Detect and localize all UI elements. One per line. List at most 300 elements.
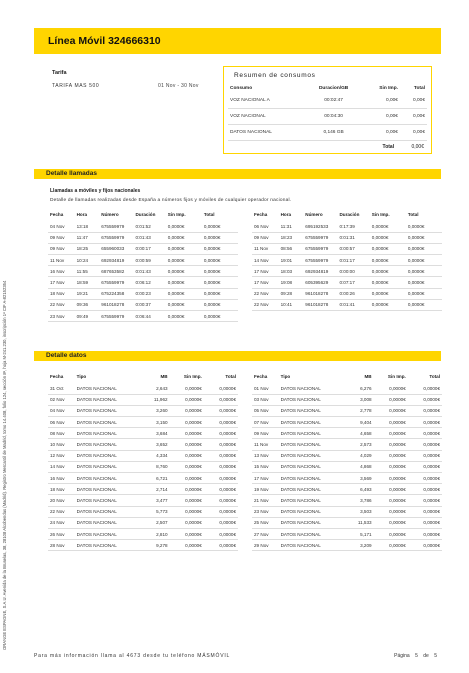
llamadas-cell-duracion: 0:00:00 (337, 266, 369, 277)
resumen-cell-duracion: 00:04:30 (306, 109, 362, 125)
datos-cell-fecha: 02 Nov (48, 394, 75, 405)
llamadas-table-right (252, 207, 442, 311)
section-detalle-datos: Detalle datos (34, 351, 441, 361)
llamadas-cell-total: 0,0000€ (202, 288, 238, 299)
datos-cell-total: 0,0000€ (408, 383, 442, 394)
llamadas-cell-duracion: 0:06:44 (133, 311, 165, 322)
llamadas-cell-total: 0,0000€ (202, 243, 238, 254)
llamadas-cell-sin-imp: 0,0000€ (370, 277, 406, 288)
datos-cell-total: 0,0000€ (408, 506, 442, 517)
datos-cell-total: 0,0000€ (204, 461, 238, 472)
llamadas-cell-total: 0,0000€ (406, 221, 442, 232)
llamadas-cell-numero: 692934819 (99, 255, 133, 266)
table-row (252, 495, 442, 506)
datos-cell-total: 0,0000€ (408, 473, 442, 484)
datos-cell-tipo: DATOS NACIONAL (279, 540, 346, 551)
llamadas-cell-hora: 11:31 (279, 221, 304, 232)
llamadas-cell-duracion: 0:00:17 (133, 243, 165, 254)
table-row (252, 450, 442, 461)
llamadas-cell-numero: 692934819 (303, 266, 337, 277)
datos-cell-mb: 6,493 (345, 484, 374, 495)
datos-cell-total: 0,0000€ (204, 528, 238, 539)
resumen-cell-sin-imp: 0,00€ (362, 125, 400, 141)
datos-cell-mb: 4,029 (345, 450, 374, 461)
datos-header-fecha: Fecha (50, 373, 64, 379)
table-row (252, 221, 442, 232)
datos-cell-sin-imp: 0,0000€ (374, 528, 408, 539)
llamadas-cell-total: 0,0000€ (406, 255, 442, 266)
datos-cell-sin-imp: 0,0000€ (170, 439, 204, 450)
table-header-row (48, 369, 238, 383)
llamadas-cell-total: 0,0000€ (202, 232, 238, 243)
datos-cell-mb: 9,278 (141, 540, 170, 551)
table-row (48, 495, 238, 506)
datos-cell-mb: 3,569 (345, 473, 374, 484)
datos-cell-sin-imp: 0,0000€ (374, 473, 408, 484)
llamadas-cell-sin-imp: 0,0000€ (166, 288, 202, 299)
datos-cell-total: 0,0000€ (204, 428, 238, 439)
llamadas-cell-hora: 11:47 (75, 232, 100, 243)
table-row (48, 299, 238, 310)
datos-header-total: Total (225, 373, 236, 379)
footer-note: Para más información llama al 4673 desde tu teléfono MÁSMÓVIL (34, 653, 231, 659)
llamadas-table-left (48, 207, 238, 322)
table-row (48, 255, 238, 266)
datos-cell-total: 0,0000€ (204, 405, 238, 416)
llamadas-cell-sin-imp: 0,0000€ (370, 232, 406, 243)
datos-cell-total: 0,0000€ (408, 484, 442, 495)
datos-cell-tipo: DATOS NACIONAL (75, 473, 142, 484)
datos-cell-fecha: 25 Nov (252, 517, 279, 528)
resumen-cell-duracion: 0,146 GB (306, 125, 362, 141)
llamadas-cell-duracion: 0:01:43 (133, 266, 165, 277)
llamadas-cell-numero: 675559979 (303, 232, 337, 243)
llamadas-cell-total: 0,0000€ (202, 277, 238, 288)
table-row (252, 528, 442, 539)
llamadas-cell-duracion: 0:01:43 (133, 232, 165, 243)
datos-table-right (252, 369, 442, 551)
llamadas-cell-numero: 675559979 (303, 255, 337, 266)
datos-cell-fecha: 05 Nov (252, 405, 279, 416)
datos-cell-fecha: 24 Nov (48, 517, 75, 528)
datos-cell-mb: 9,404 (345, 417, 374, 428)
llamadas-cell-sin-imp: 0,0000€ (166, 277, 202, 288)
llamadas-header-fecha: Fecha (254, 211, 268, 217)
llamadas-header-hora: Hora (76, 211, 88, 217)
datos-cell-mb: 2,778 (345, 405, 374, 416)
llamadas-cell-duracion: 0:01:41 (337, 299, 369, 310)
legal-sidebar-text: ORANGE ESPAGNE, S.A.U. Avenida de la Bruselas, 38, 28108 Alcobendas (Madrid). Registro Mercantil de Madrid, tomo 14.408, folio 124, sección 8ª, hoja M-241.230, inscripción 1ª CIF A-82152354 (2, 280, 7, 650)
datos-cell-mb: 3,209 (345, 540, 374, 551)
datos-cell-sin-imp: 0,0000€ (170, 428, 204, 439)
llamadas-cell-hora: 18:03 (279, 266, 304, 277)
datos-cell-sin-imp: 0,0000€ (374, 383, 408, 394)
llamadas-cell-total: 0,0000€ (406, 232, 442, 243)
datos-cell-total: 0,0000€ (204, 450, 238, 461)
datos-cell-fecha: 31 Oct (48, 383, 75, 394)
datos-cell-tipo: DATOS NACIONAL (75, 528, 142, 539)
footer-page-number (390, 653, 437, 659)
table-row (48, 394, 238, 405)
llamadas-cell-numero: 961018278 (303, 288, 337, 299)
datos-cell-total: 0,0000€ (204, 484, 238, 495)
llamadas-cell-fecha: 04 Nov (48, 221, 75, 232)
llamadas-header-total: Total (203, 211, 215, 217)
llamadas-cell-sin-imp: 0,0000€ (370, 243, 406, 254)
datos-cell-total: 0,0000€ (204, 540, 238, 551)
datos-cell-sin-imp: 0,0000€ (170, 495, 204, 506)
llamadas-cell-fecha: 09 Nov (252, 232, 279, 243)
llamadas-cell-fecha: 17 Nov (48, 277, 75, 288)
datos-cell-total: 0,0000€ (408, 428, 442, 439)
llamadas-header-fecha: Fecha (50, 211, 64, 217)
table-row (252, 394, 442, 405)
table-row (252, 517, 442, 528)
datos-cell-tipo: DATOS NACIONAL (279, 383, 346, 394)
datos-cell-fecha: 17 Nov (252, 473, 279, 484)
table-row (48, 311, 238, 322)
llamadas-cell-numero: 675224358 (99, 288, 133, 299)
table-row (48, 288, 238, 299)
datos-cell-fecha: 26 Nov (48, 528, 75, 539)
datos-cell-sin-imp: 0,0000€ (374, 517, 408, 528)
table-row (48, 439, 238, 450)
resumen-cell-sin-imp: 0,00€ (362, 93, 400, 109)
datos-cell-mb: 3,260 (141, 405, 170, 416)
llamadas-cell-hora: 19:21 (75, 288, 100, 299)
table-row (48, 405, 238, 416)
datos-cell-tipo: DATOS NACIONAL (279, 495, 346, 506)
datos-cell-fecha: 09 Nov (252, 428, 279, 439)
datos-cell-total: 0,0000€ (204, 383, 238, 394)
datos-cell-sin-imp: 0,0000€ (374, 428, 408, 439)
llamadas-header-sin-imp: Sin Imp. (167, 211, 186, 217)
datos-cell-tipo: DATOS NACIONAL (279, 417, 346, 428)
llamadas-cell-fecha: 22 Nov (252, 299, 279, 310)
resumen-title: Resumen de consumos (234, 72, 316, 79)
table-row (252, 461, 442, 472)
resumen-cell-duracion: 00:02:47 (306, 93, 362, 109)
datos-cell-fecha: 13 Nov (252, 450, 279, 461)
datos-cell-sin-imp: 0,0000€ (374, 484, 408, 495)
datos-cell-fecha: 18 Nov (48, 484, 75, 495)
datos-cell-fecha: 22 Nov (48, 506, 75, 517)
datos-cell-tipo: DATOS NACIONAL (75, 484, 142, 495)
datos-cell-mb: 2,714 (141, 484, 170, 495)
tarifa-plan: TARIFA MAS 500 (52, 83, 100, 89)
llamadas-cell-duracion: 0:01:31 (337, 232, 369, 243)
llamadas-cell-sin-imp: 0,0000€ (370, 266, 406, 277)
datos-cell-sin-imp: 0,0000€ (374, 439, 408, 450)
datos-cell-mb: 3,684 (141, 428, 170, 439)
table-row (48, 232, 238, 243)
datos-cell-fecha: 29 Nov (252, 540, 279, 551)
resumen-cell-total: 0,00€ (400, 109, 427, 125)
datos-cell-mb: 2,507 (141, 517, 170, 528)
datos-cell-fecha: 01 Nov (252, 383, 279, 394)
table-row (48, 517, 238, 528)
datos-cell-tipo: DATOS NACIONAL (75, 461, 142, 472)
datos-cell-tipo: DATOS NACIONAL (279, 517, 346, 528)
llamadas-cell-hora: 10:24 (75, 255, 100, 266)
section-detalle-llamadas: Detalle llamadas (34, 169, 441, 179)
datos-cell-mb: 3,652 (141, 439, 170, 450)
llamadas-cell-fecha: 23 Nov (48, 311, 75, 322)
table-row (252, 506, 442, 517)
datos-cell-tipo: DATOS NACIONAL (75, 506, 142, 517)
llamadas-cell-sin-imp: 0,0000€ (370, 221, 406, 232)
datos-cell-sin-imp: 0,0000€ (374, 394, 408, 405)
table-row (252, 266, 442, 277)
datos-cell-tipo: DATOS NACIONAL (75, 495, 142, 506)
llamadas-cell-hora: 18:23 (279, 232, 304, 243)
datos-cell-tipo: DATOS NACIONAL (279, 506, 346, 517)
table-row (252, 540, 442, 551)
resumen-cell-consumo: DATOS NACIONAL (228, 125, 306, 141)
llamadas-subtitle: Llamadas a móviles y fijos nacionales (50, 188, 141, 194)
table-row (252, 417, 442, 428)
page-total: 5 (434, 653, 437, 659)
resumen-consumos-box (223, 66, 432, 154)
datos-cell-sin-imp: 0,0000€ (374, 495, 408, 506)
llamadas-cell-numero: 687653582 (99, 266, 133, 277)
datos-cell-sin-imp: 0,0000€ (170, 528, 204, 539)
datos-cell-mb: 3,477 (141, 495, 170, 506)
datos-cell-sin-imp: 0,0000€ (374, 417, 408, 428)
datos-cell-fecha: 19 Nov (252, 484, 279, 495)
page-current: 5 (415, 653, 418, 659)
llamadas-cell-hora: 19:08 (279, 277, 304, 288)
llamadas-cell-sin-imp: 0,0000€ (166, 243, 202, 254)
resumen-cell-sin-imp: 0,00€ (362, 109, 400, 125)
llamadas-cell-fecha: 16 Nov (48, 266, 75, 277)
table-row (48, 221, 238, 232)
table-row (252, 243, 442, 254)
llamadas-cell-duracion: 0:00:57 (337, 243, 369, 254)
table-header-row (252, 207, 442, 221)
datos-cell-mb: 2,643 (141, 383, 170, 394)
llamadas-cell-duracion: 0:00:37 (133, 299, 165, 310)
resumen-cell-total: 0,00€ (400, 125, 427, 141)
line-title-bar (34, 28, 441, 54)
datos-cell-fecha: 21 Nov (252, 495, 279, 506)
datos-cell-fecha: 12 Nov (48, 450, 75, 461)
datos-cell-tipo: DATOS NACIONAL (75, 450, 142, 461)
llamadas-cell-duracion: 0:01:52 (133, 221, 165, 232)
llamadas-cell-fecha: 22 Nov (48, 299, 75, 310)
llamadas-cell-sin-imp: 0,0000€ (166, 266, 202, 277)
table-row (252, 439, 442, 450)
llamadas-cell-hora: 18:59 (75, 277, 100, 288)
datos-cell-sin-imp: 0,0000€ (170, 473, 204, 484)
datos-cell-total: 0,0000€ (408, 517, 442, 528)
datos-cell-fecha: 28 Nov (48, 540, 75, 551)
llamadas-cell-fecha: 06 Nov (252, 221, 279, 232)
datos-cell-mb: 5,773 (141, 506, 170, 517)
llamadas-cell-numero: 675559979 (99, 277, 133, 288)
llamadas-cell-total: 0,0000€ (406, 266, 442, 277)
datos-cell-fecha: 15 Nov (252, 461, 279, 472)
datos-cell-tipo: DATOS NACIONAL (279, 450, 346, 461)
table-header-row (48, 207, 238, 221)
datos-cell-fecha: 20 Nov (48, 495, 75, 506)
resumen-cell-consumo: VOZ NACIONAL (228, 109, 306, 125)
datos-table-left (48, 369, 238, 551)
llamadas-cell-fecha: 11 Nov (48, 255, 75, 266)
llamadas-cell-numero: 961018278 (303, 299, 337, 310)
table-row (48, 473, 238, 484)
table-row (252, 277, 442, 288)
resumen-row (228, 93, 427, 109)
table-row (252, 428, 442, 439)
table-row (48, 528, 238, 539)
table-row (48, 243, 238, 254)
datos-cell-fecha: 14 Nov (48, 461, 75, 472)
datos-cell-mb: 8,760 (141, 461, 170, 472)
llamadas-cell-sin-imp: 0,0000€ (166, 255, 202, 266)
table-row (252, 473, 442, 484)
datos-cell-total: 0,0000€ (408, 439, 442, 450)
datos-cell-sin-imp: 0,0000€ (170, 383, 204, 394)
llamadas-cell-duracion: 0:06:12 (133, 277, 165, 288)
table-row (252, 484, 442, 495)
table-row (48, 417, 238, 428)
llamadas-header-numero: Número (101, 211, 119, 217)
llamadas-cell-total: 0,0000€ (406, 288, 442, 299)
llamadas-cell-hora: 19:01 (279, 255, 304, 266)
datos-cell-fecha: 27 Nov (252, 528, 279, 539)
datos-cell-mb: 6,276 (345, 383, 374, 394)
llamadas-cell-hora: 13:18 (75, 221, 100, 232)
llamadas-header-duracion: Duración (135, 211, 156, 217)
datos-cell-mb: 11,533 (345, 517, 374, 528)
datos-cell-mb: 2,573 (345, 439, 374, 450)
llamadas-cell-duracion: 0:00:26 (337, 288, 369, 299)
datos-cell-fecha: 03 Nov (252, 394, 279, 405)
datos-cell-total: 0,0000€ (204, 394, 238, 405)
datos-cell-sin-imp: 0,0000€ (374, 506, 408, 517)
resumen-row (228, 125, 427, 141)
datos-cell-tipo: DATOS NACIONAL (75, 417, 142, 428)
llamadas-cell-numero: 961018278 (99, 299, 133, 310)
datos-cell-mb: 6,721 (141, 473, 170, 484)
datos-cell-total: 0,0000€ (204, 417, 238, 428)
llamadas-cell-hora: 09:28 (279, 288, 304, 299)
datos-cell-total: 0,0000€ (204, 517, 238, 528)
llamadas-cell-numero: 675559979 (303, 243, 337, 254)
datos-cell-mb: 5,171 (345, 528, 374, 539)
table-row (48, 461, 238, 472)
resumen-table (228, 84, 427, 141)
datos-cell-fecha: 07 Nov (252, 417, 279, 428)
page-of: de (423, 653, 429, 659)
llamadas-cell-hora: 10:41 (279, 299, 304, 310)
datos-cell-total: 0,0000€ (408, 450, 442, 461)
datos-cell-mb: 4,658 (345, 428, 374, 439)
datos-cell-sin-imp: 0,0000€ (170, 506, 204, 517)
llamadas-header-numero: Número (305, 211, 323, 217)
llamadas-description: Detalle de llamadas realizadas desde España a números fijos y móviles de cualquier operador nacional. (50, 198, 292, 203)
datos-cell-sin-imp: 0,0000€ (374, 461, 408, 472)
llamadas-cell-total: 0,0000€ (202, 311, 238, 322)
datos-cell-total: 0,0000€ (408, 405, 442, 416)
datos-cell-total: 0,0000€ (408, 417, 442, 428)
llamadas-cell-fecha: 17 Nov (252, 277, 279, 288)
datos-cell-tipo: DATOS NACIONAL (75, 517, 142, 528)
llamadas-cell-sin-imp: 0,0000€ (370, 288, 406, 299)
datos-cell-tipo: DATOS NACIONAL (279, 394, 346, 405)
llamadas-cell-numero: 605395629 (303, 277, 337, 288)
datos-cell-fecha: 04 Nov (48, 405, 75, 416)
llamadas-cell-numero: 675559979 (99, 221, 133, 232)
llamadas-cell-duracion: 0:07:17 (337, 277, 369, 288)
llamadas-cell-numero: 695192533 (303, 221, 337, 232)
datos-header-total: Total (429, 373, 440, 379)
datos-cell-fecha: 16 Nov (48, 473, 75, 484)
datos-cell-tipo: DATOS NACIONAL (279, 484, 346, 495)
datos-cell-sin-imp: 0,0000€ (170, 517, 204, 528)
datos-cell-mb: 11,962 (141, 394, 170, 405)
llamadas-cell-hora: 09:36 (75, 299, 100, 310)
llamadas-header-sin-imp: Sin Imp. (371, 211, 390, 217)
table-row (252, 405, 442, 416)
datos-cell-sin-imp: 0,0000€ (170, 394, 204, 405)
llamadas-cell-total: 0,0000€ (202, 255, 238, 266)
resumen-header-duracion: Duracion/GB (318, 86, 349, 91)
llamadas-cell-hora: 18:25 (75, 243, 100, 254)
llamadas-cell-total: 0,0000€ (406, 277, 442, 288)
table-row (252, 383, 442, 394)
datos-cell-sin-imp: 0,0000€ (170, 461, 204, 472)
datos-cell-fecha: 08 Nov (48, 428, 75, 439)
table-header-row (252, 369, 442, 383)
datos-cell-mb: 2,810 (141, 528, 170, 539)
datos-cell-total: 0,0000€ (408, 394, 442, 405)
llamadas-cell-fecha: 09 Nov (48, 232, 75, 243)
llamadas-cell-sin-imp: 0,0000€ (370, 255, 406, 266)
datos-cell-tipo: DATOS NACIONAL (75, 394, 142, 405)
llamadas-cell-sin-imp: 0,0000€ (370, 299, 406, 310)
datos-cell-fecha: 10 Nov (48, 439, 75, 450)
resumen-total-row (228, 144, 427, 150)
table-row (48, 450, 238, 461)
datos-cell-total: 0,0000€ (408, 495, 442, 506)
llamadas-cell-numero: 655960033 (99, 243, 133, 254)
llamadas-cell-sin-imp: 0,0000€ (166, 311, 202, 322)
datos-cell-mb: 3,503 (345, 506, 374, 517)
datos-cell-tipo: DATOS NACIONAL (279, 528, 346, 539)
llamadas-cell-fecha: 18 Nov (48, 288, 75, 299)
datos-header-fecha: Fecha (254, 373, 268, 379)
tarifa-dates: 01 Nov - 30 Nov (158, 83, 199, 89)
table-row (48, 540, 238, 551)
datos-cell-fecha: 11 Nov (252, 439, 279, 450)
datos-cell-sin-imp: 0,0000€ (170, 417, 204, 428)
llamadas-cell-hora: 11:55 (75, 266, 100, 277)
table-row (48, 428, 238, 439)
llamadas-cell-duracion: 0:00:59 (133, 255, 165, 266)
llamadas-cell-duracion: 0:00:23 (133, 288, 165, 299)
llamadas-cell-numero: 675559979 (99, 311, 133, 322)
datos-cell-sin-imp: 0,0000€ (374, 540, 408, 551)
table-row (252, 255, 442, 266)
llamadas-cell-sin-imp: 0,0000€ (166, 232, 202, 243)
datos-header-mb: MB (364, 373, 372, 379)
datos-cell-tipo: DATOS NACIONAL (279, 439, 346, 450)
llamadas-cell-fecha: 09 Nov (48, 243, 75, 254)
datos-header-sin-imp: Sin Imp. (183, 373, 202, 379)
datos-cell-fecha: 06 Nov (48, 417, 75, 428)
